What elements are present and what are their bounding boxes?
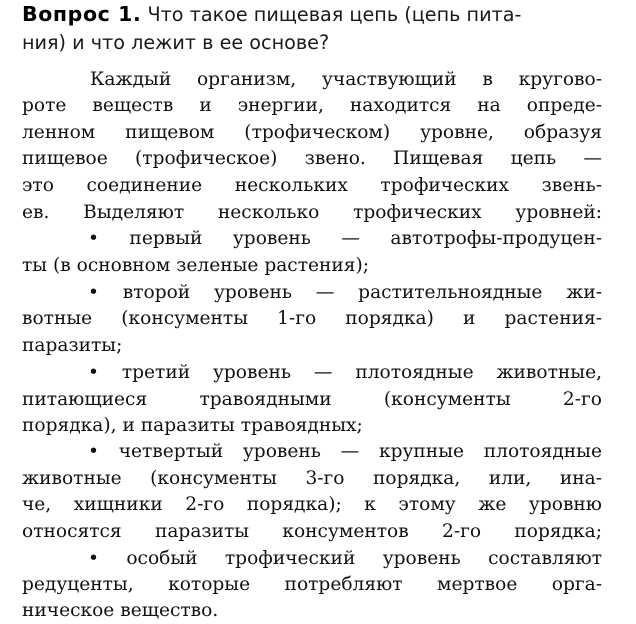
bullet-item-line: редуценты, которые потребляют мертвое орга- — [22, 574, 602, 595]
bullet-item-line: животные (консументы 3-го порядка, или, ина- — [22, 468, 602, 489]
bullet-item-line: относятся паразиты консументов 2-го порядка; — [22, 521, 602, 542]
question-label: Вопрос 1. — [22, 2, 142, 26]
question-text-2: ния) и что лежит в ее основе? — [22, 31, 330, 54]
answer-paragraph-line: это соединение нескольких трофических звень- — [22, 175, 602, 196]
bullet-item-line: ническое вещество. — [22, 600, 219, 621]
bullet-item-line: ты (в основном зеленые растения); — [22, 255, 370, 276]
question-line-2 — [22, 28, 329, 58]
answer-paragraph-line: Каждый организм, участвующий в кругово- — [90, 69, 602, 90]
answer-paragraph-line: роте веществ и энергии, находится на опреде- — [22, 95, 602, 116]
bullet-item-line: • особый трофический уровень составляют — [88, 548, 602, 569]
bullet-item-line: • второй уровень — растительноядные жи- — [88, 282, 602, 303]
question-line-1 — [22, 0, 521, 30]
bullet-item-line: • четвертый уровень — крупные плотоядные — [88, 441, 602, 462]
question-text-1: Что такое пищевая цепь (цепь пита- — [141, 3, 522, 26]
bullet-item-line: • третий уровень — плотоядные животные, — [88, 362, 602, 383]
answer-paragraph-line: ленном пищевом (трофическом) уровне, образуя — [22, 122, 602, 143]
bullet-item-line: питающиеся травоядными (консументы 2-го — [22, 389, 602, 410]
bullet-item-line: • первый уровень — автотрофы-продуцен- — [88, 228, 602, 249]
bullet-item-line: вотные (консументы 1-го порядка) и растения- — [22, 308, 602, 329]
bullet-item-line: порядка), и паразиты травоядных; — [22, 415, 363, 436]
bullet-item-line: че, хищники 2-го порядка); к этому же уровню — [22, 494, 602, 515]
answer-paragraph-line: ев. Выделяют несколько трофических уровней: — [22, 202, 602, 223]
answer-paragraph-line: пищевое (трофическое) звено. Пищевая цепь — — [22, 148, 602, 169]
bullet-item-line: паразиты; — [22, 335, 123, 356]
